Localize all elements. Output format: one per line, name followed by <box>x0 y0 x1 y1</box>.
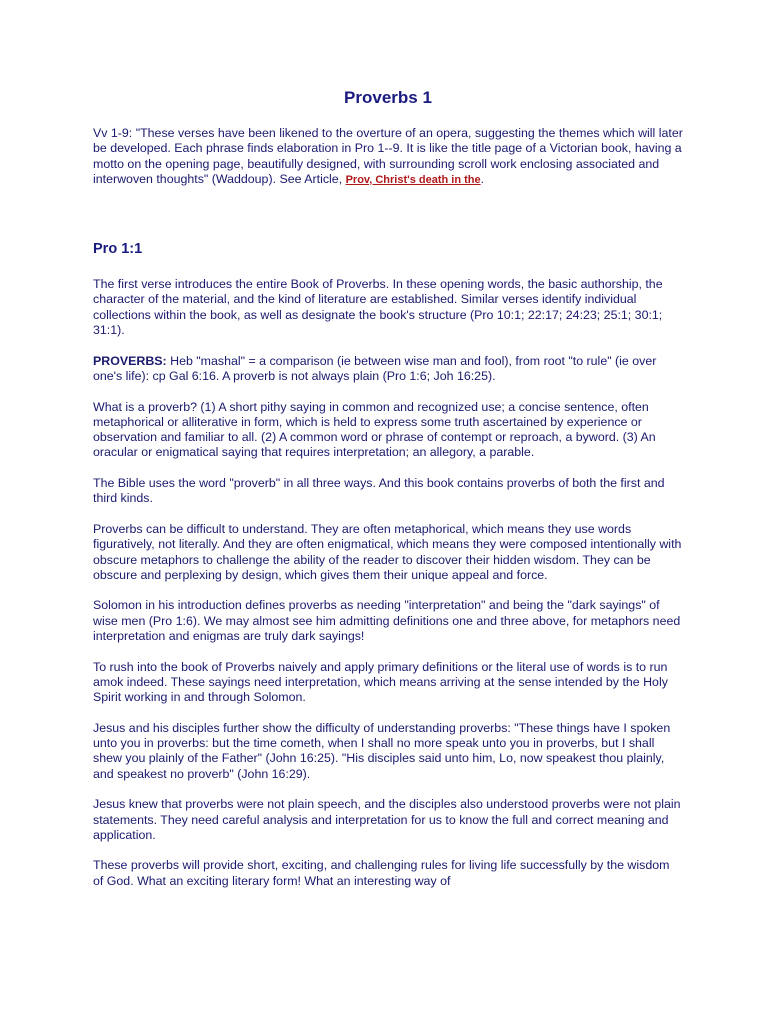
paragraph-6: Solomon in his introduction defines proverbs as needing "interpretation" and being the "dark sayings" of wise men (Pro 1:6). We may almost see him admitting definitions one and three above, for metaphors need interpretation and enigmas are truly dark sayings! <box>93 598 681 644</box>
paragraph-8: Jesus and his disciples further show the difficulty of understanding proverbs: "These things have I spoken unto you in proverbs: but the time cometh, when I shall no more speak unto you in proverbs, but I shall shew you plainly of the Father" (John 16:25). "His disciples said unto him, Lo, now speakest thou plainly, and speakest no proverb" (John 16:29). <box>93 720 671 781</box>
paragraph-5: Proverbs can be difficult to understand. They are often metaphorical, which means they use words figuratively, not literally. And they are often enigmatical, which means they were composed intentionally with obscure metaphors to challenge the ability of the reader to discover their hidden wisdom. They can be obscure and perplexing by design, which gives them their unique appeal and force. <box>93 521 682 582</box>
term-proverbs: PROVERBS: <box>93 353 167 368</box>
document-page <box>93 88 683 904</box>
paragraph-10: These proverbs will provide short, exciting, and challenging rules for living life successfully by the wisdom of God. What an exciting literary form! What an interesting way of <box>93 858 670 888</box>
paragraph-2 <box>93 354 683 385</box>
paragraph-7: To rush into the book of Proverbs naively and apply primary definitions or the literal use of words is to run amok indeed. These sayings need interpretation, which means arriving at the sense intended by the Holy Spirit working in and through Solomon. <box>93 659 668 705</box>
paragraph-1: The first verse introduces the entire Book of Proverbs. In these opening words, the basic authorship, the character of the material, and the kind of literature are established. Similar verses identify individual collections within the book, as well as designate the book's structure (Pro 10:1; 22:17; 24:23; 25:1; 30:1; 31:1). <box>93 277 663 338</box>
section-heading: Pro 1:1 <box>93 241 143 258</box>
article-link[interactable]: Prov, Christ's death in the <box>345 173 481 186</box>
intro-paragraph <box>93 126 683 188</box>
paragraph-3: What is a proverb? (1) A short pithy saying in common and recognized use; a concise sentence, often metaphorical or alliterative in form, which is held to express some truth ascertained by experience or observation and familiar to all. (2) A common word or phrase of contempt or reproach, a byword. (3) An oracular or enigmatical saying that requires interpretation; an allegory, a parable. <box>93 399 656 460</box>
paragraph-4: The Bible uses the word "proverb" in all three ways. And this book contains proverbs of both the first and third kinds. <box>93 476 665 506</box>
intro-text: Vv 1-9: "These verses have been likened to the overture of an opera, suggesting the themes which will later be developed. Each phrase finds elaboration in Pro 1--9. It is like the title page of a Victorian book, having a motto on the opening page, beautifully designed, with surrounding scroll work enclosing associated and interwoven thoughts" (Waddoup). See Article, <box>93 126 683 186</box>
paragraph-9: Jesus knew that proverbs were not plain speech, and the disciples also understood proverbs were not plain statements. They need careful analysis and interpretation for us to know the full and correct meaning and application. <box>93 797 681 842</box>
page-title: Proverbs 1 <box>344 88 432 107</box>
paragraph-2-text: Heb "mashal" = a comparison (ie between wise man and fool), from root "to rule" (ie over one's life): cp Gal 6:16. A proverb is not always plain (Pro 1:6; Joh 16:25). <box>93 353 657 383</box>
intro-tail: . <box>480 171 485 186</box>
